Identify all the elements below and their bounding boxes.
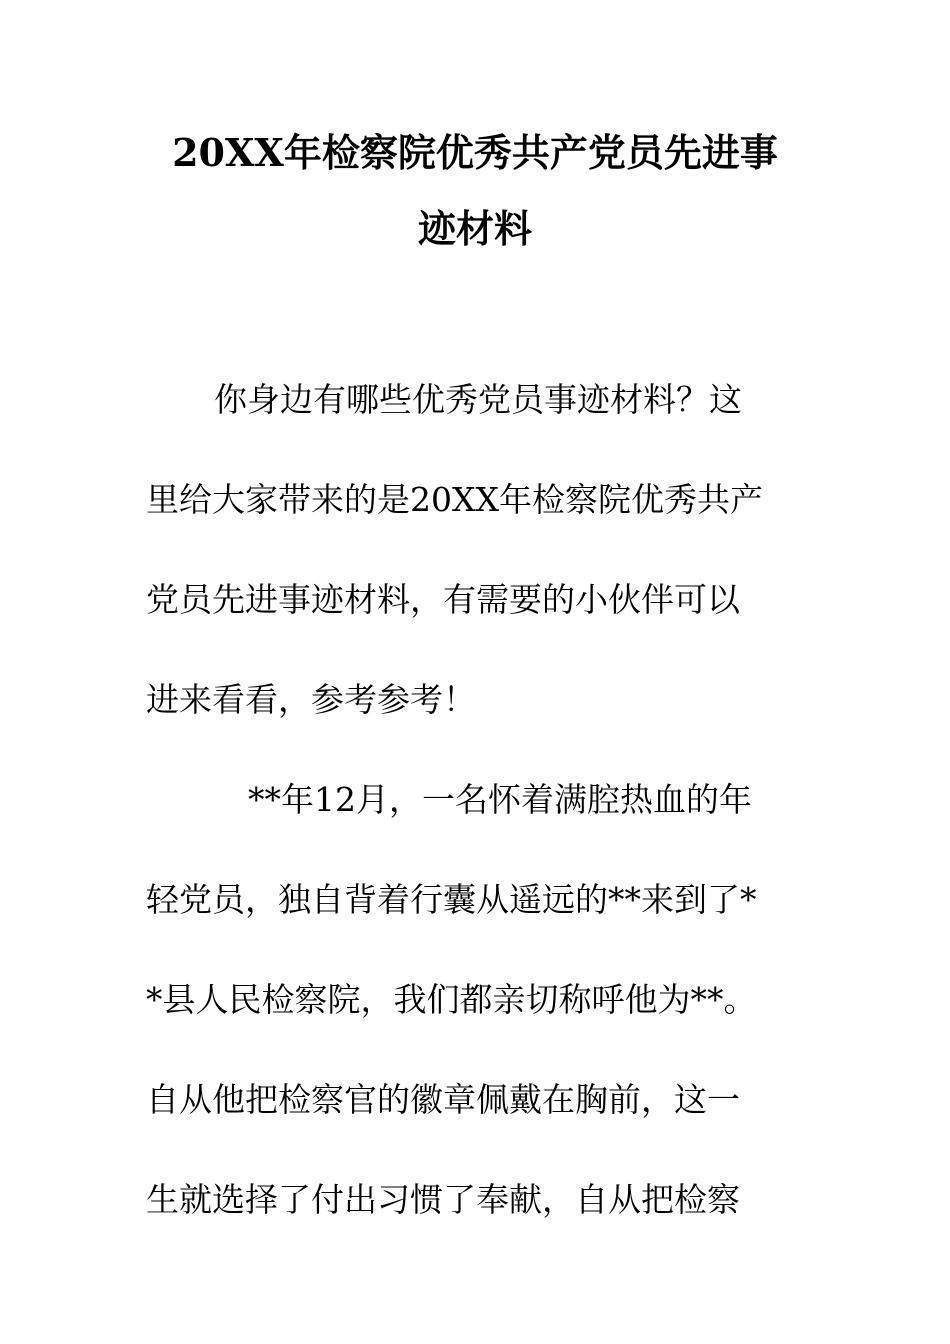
paragraph-1-line-2: 里给大家带来的是20XX年检察院优秀共产 — [146, 480, 763, 519]
paragraph-2-line-2: 轻党员，独自背着行囊从遥远的**来到了* — [146, 880, 757, 919]
paragraph-1-line-1: 你身边有哪些优秀党员事迹材料？这 — [214, 380, 742, 419]
paragraph-1-line-4: 进来看看，参考参考！ — [146, 680, 476, 719]
paragraph-2-line-1: **年12月，一名怀着满腔热血的年 — [248, 780, 752, 819]
paragraph-2-line-4: 自从他把检察官的徽章佩戴在胸前，这一 — [146, 1080, 740, 1119]
paragraph-1-line-3: 党员先进事迹材料，有需要的小伙伴可以 — [146, 580, 740, 619]
document-title-line-1: 20XX年检察院优秀共产党员先进事 — [172, 130, 778, 175]
paragraph-2-line-3: *县人民检察院，我们都亲切称呼他为**。 — [146, 980, 757, 1019]
paragraph-2-line-5: 生就选择了付出习惯了奉献，自从把检察 — [146, 1180, 740, 1219]
document-title-line-2: 迹材料 — [417, 206, 532, 251]
